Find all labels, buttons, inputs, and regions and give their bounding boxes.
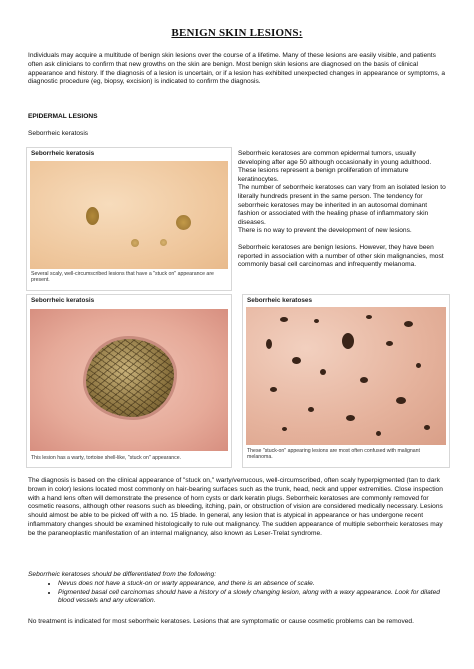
skin-photo-scattered-lesions bbox=[30, 161, 228, 269]
treatment-paragraph: No treatment is indicated for most seborrheic keratoses. Lesions that are symptomatic or cause cosmetic problems can be removed. bbox=[28, 618, 414, 625]
figure-seborrheic-keratosis-1 bbox=[26, 147, 232, 291]
lesion-spot bbox=[86, 207, 99, 225]
warty-lesion bbox=[86, 339, 174, 417]
mole bbox=[320, 369, 326, 375]
side-paragraph-3: There is no way to prevent the development of new lesions. bbox=[238, 227, 412, 235]
mole bbox=[292, 357, 301, 364]
list-item: • Pigmented basal cell carcinomas should have a history of a slowly changing lesion, along with a waxy appearance. Look for dilated blood vessels and any ulceration. bbox=[58, 589, 448, 606]
mole bbox=[424, 425, 430, 430]
diagnosis-paragraph: The diagnosis is based on the clinical appearance of "stuck on," warty/verrucous, well-circumscribed, often scaly hyperpigmented (tan to dark brown in color) lesions located most commonly on hair-bearing surfaces such as the trunk, head, neck and upper extremities. Close inspection with a hand lens often will demonstrate the presence of horn cysts or dark keratin plugs. Seborrheic keratoses are commonly removed for cosmetic reasons, although other reasons such as bleeding, itching, pain, or obstruction of vision are considered medically necessary. Lesions should almost be able to be picked off with a no. 15 blade. In general, any lesion that is atypical in appearance or has undergone recent inflammatory changes should be examined histologically to rule out malignancy. The sudden appearance of multiple seborrheic keratoses may be the paraneoplastic manifestation of an internal malignancy, also known as Leser-Trelat syndrome. bbox=[28, 477, 443, 537]
figure-header: Seborrheic keratoses bbox=[247, 297, 313, 304]
figure-header: Seborrheic keratosis bbox=[31, 297, 95, 304]
side-text bbox=[238, 150, 448, 270]
mole bbox=[346, 415, 355, 421]
skin-photo-multiple-lesions bbox=[246, 307, 446, 445]
mole bbox=[266, 339, 272, 349]
mole bbox=[280, 317, 288, 322]
mole bbox=[376, 431, 381, 436]
figure-seborrheic-keratosis-2 bbox=[26, 294, 232, 468]
mole bbox=[314, 319, 319, 323]
mole bbox=[282, 427, 287, 431]
lesion-spot bbox=[160, 239, 167, 246]
figure-caption: This lesion has a warty, tortoise shell-like, "stuck on" appearance. bbox=[31, 455, 182, 461]
skin-photo-warty-lesion bbox=[30, 309, 228, 451]
lesion-spot bbox=[131, 239, 139, 247]
figure-header: Seborrheic keratosis bbox=[31, 150, 95, 157]
mole bbox=[308, 407, 314, 412]
subheading: Seborrheic keratosis bbox=[28, 130, 89, 137]
differential-list-container bbox=[28, 580, 448, 606]
figure-caption: Several scaly, well-circumscribed lesions that have a "stuck on" appearance are present. bbox=[31, 271, 214, 284]
side-paragraph-2: The number of seborrheic keratoses can vary from an isolated lesion to literally hundreds present in the same person. The tendency for seborrheic keratoses may be inherited in an autosomal dominant fashion or associated with the healing phase of inflammatory skin diseases. bbox=[238, 184, 446, 226]
side-paragraph-1: Seborrheic keratoses are common epidermal tumors, usually developing after age 50 although occasionally in young adulthood. These lesions represent a benign proliferation of immature keratinocytes. bbox=[238, 150, 432, 183]
figure-caption: These "stuck-on" appearing lesions are most often confused with malignant melanoma. bbox=[247, 448, 420, 461]
mole bbox=[404, 321, 413, 327]
mole bbox=[416, 363, 421, 368]
differential-intro: Seborrheic keratoses should be differentiated from the following: bbox=[28, 571, 217, 578]
figure-seborrheic-keratoses-3 bbox=[242, 294, 450, 468]
list-item: • Nevus does not have a stuck-on or warty appearance, and there is an absence of scale. bbox=[58, 580, 448, 589]
mole bbox=[366, 315, 372, 319]
mole bbox=[360, 377, 368, 383]
differential-list bbox=[28, 580, 448, 606]
mole bbox=[396, 397, 406, 404]
mole bbox=[270, 387, 277, 392]
section-heading: EPIDERMAL LESIONS bbox=[28, 113, 98, 120]
intro-paragraph: Individuals may acquire a multitude of benign skin lesions over the course of a lifetime. Many of these lesions are easily visible, and patients often ask clinicians to confirm that new growths on the skin are benign. Most benign skin lesions are diagnosed on the basis of clinical appearance and history. If the diagnosis of a lesion is uncertain, or if a lesion has exhibited unexpected changes in appearance or symptoms, a diagnostic procedure (eg, biopsy, excision) is indicated to confirm the diagnosis. bbox=[28, 52, 446, 86]
lesion-spot bbox=[176, 215, 191, 230]
page-title: BENIGN SKIN LESIONS: bbox=[171, 27, 303, 39]
mole bbox=[342, 333, 354, 349]
mole bbox=[386, 341, 393, 346]
side-paragraph-4: Seborrheic keratoses are benign lesions. However, they have been reported in association with a number of other skin malignancies, most commonly basal cell carcinomas and infrequently melanoma. bbox=[238, 243, 444, 269]
